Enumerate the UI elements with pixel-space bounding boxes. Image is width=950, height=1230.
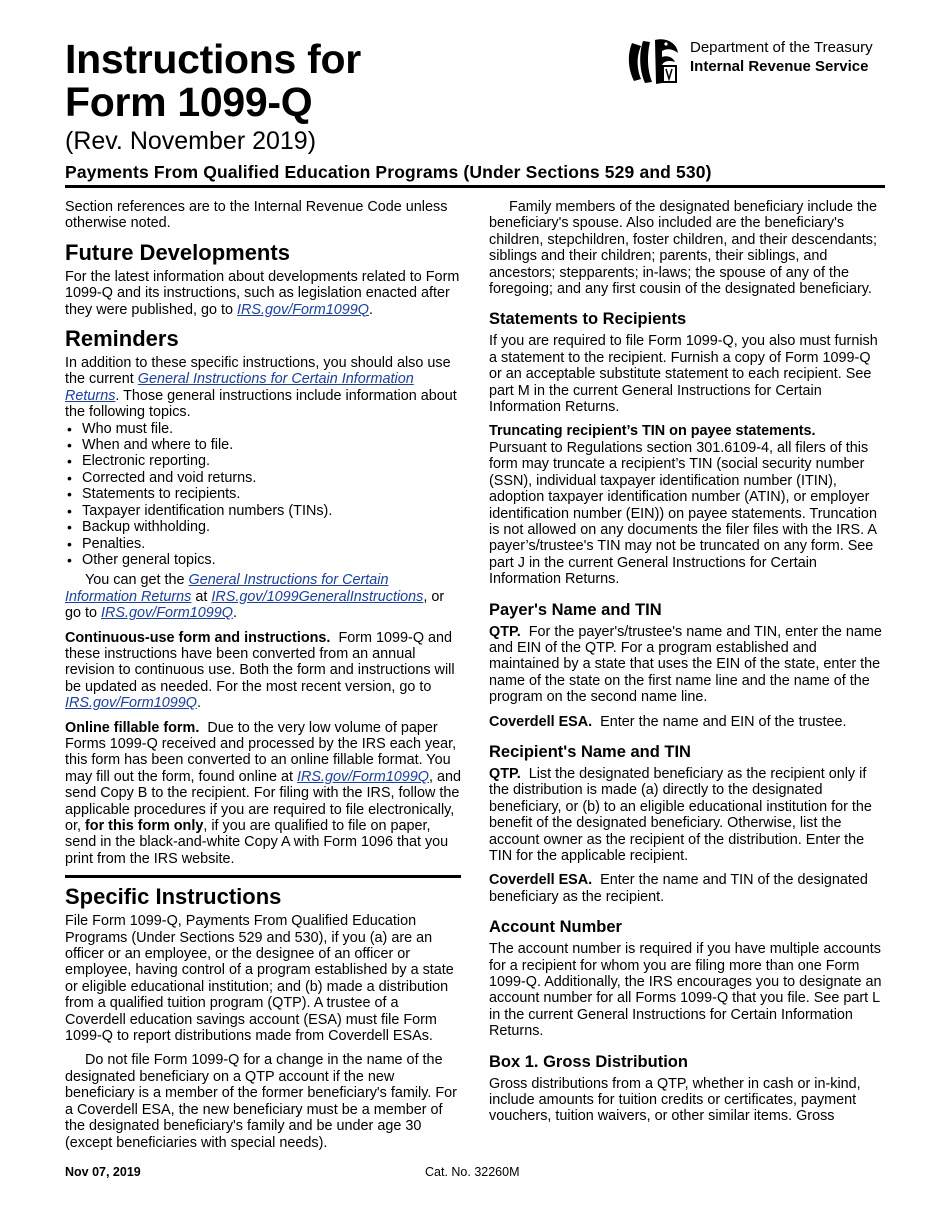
page-title: Instructions for Form 1099-Q bbox=[65, 36, 361, 125]
list-item: • When and where to file. bbox=[65, 437, 461, 453]
link-1099-general-instructions[interactable]: IRS.gov/1099GeneralInstructions bbox=[211, 588, 424, 605]
list-item: • Electronic reporting. bbox=[65, 453, 461, 469]
revision-date: (Rev. November 2019) bbox=[65, 127, 317, 155]
link-general-instructions-2[interactable]: General Instructions for Certain Information Returns bbox=[65, 572, 389, 605]
link-form1099q[interactable]: IRS.gov/Form1099Q bbox=[237, 301, 369, 318]
agency-irs: Internal Revenue Service bbox=[690, 58, 869, 75]
document-page bbox=[65, 0, 885, 1230]
heading-box1: Box 1. Gross Distribution bbox=[489, 1052, 688, 1071]
recipient-esa-paragraph: Coverdell ESA. Enter the name and TIN of the designated beneficiary as the recipient. bbox=[489, 872, 868, 905]
family-members-paragraph: Family members of the designated beneficiary include the beneficiary's spouse. Also included are the beneficiary's children, stepchildren, foster children, and their descendants; siblings and their children; parents, their siblings, and ancestors; stepparents; in-laws; the spouse of any of the foregoing; and any first cousin of the designated beneficiary. bbox=[489, 199, 877, 298]
list-item: • Other general topics. bbox=[65, 552, 461, 568]
list-item: • Taxpayer identification numbers (TINs). bbox=[65, 503, 461, 519]
link-form1099q-3[interactable]: IRS.gov/Form1099Q bbox=[65, 695, 197, 712]
link-form1099q-4[interactable]: IRS.gov/Form1099Q bbox=[296, 768, 429, 785]
footer-date: Nov 07, 2019 bbox=[65, 1165, 141, 1179]
right-column bbox=[489, 199, 885, 1133]
section-divider bbox=[65, 875, 461, 878]
recipient-qtp-paragraph: QTP. List the designated beneficiary as the recipient only if the distribution is made (a) directly to the designated beneficiary, or (b) to an eligible educational institution for the benefit of the designated beneficiary. Otherwise, list the account owner as the recipient of the distribution. Enter the TIN for the applicable recipient. bbox=[489, 765, 872, 864]
box1-paragraph: Gross distributions from a QTP, whether in cash or in-kind, include amounts for tuition credits or certificates, payment vouchers, tuition waivers, or other similar items. Gross bbox=[489, 1075, 861, 1125]
intro-paragraph: Section references are to the Internal Revenue Code unless otherwise noted. bbox=[65, 199, 448, 232]
footer-catalog-number: Cat. No. 32260M bbox=[425, 1165, 520, 1179]
topics-list bbox=[65, 421, 461, 569]
agency-department: Department of the Treasury bbox=[690, 39, 873, 56]
reminders-paragraph: In addition to these specific instructions, you should also use the current General Instructions for Certain Information Returns. Those general instructions include information about the following topics. bbox=[65, 355, 457, 421]
online-fillable-paragraph: Online fillable form. Due to the very low volume of paper Forms 1099-Q received and processed by the IRS each year, this form has been converted to an online fillable format. You may fill out the form, found online at IRS.gov/Form1099Q, and send Copy B to the recipient. For filing with the IRS, follow the applicable procedures if you are required to file electronically, or, for this form only, if you are qualified to file on paper, send in the black-and-white Copy A with Form 1096 that you print from the IRS website. bbox=[65, 719, 461, 867]
heading-specific-instructions: Specific Instructions bbox=[65, 884, 282, 910]
left-column bbox=[65, 199, 461, 1159]
specific-paragraph-2: Do not file Form 1099-Q for a change in the name of the designated beneficiary on a QTP account if the new beneficiary is a member of the former beneficiary's family. For a Coverdell ESA, the new beneficiary must be a member of the designated beneficiary's family and be under age 30 (except beneficiaries with special needs). bbox=[65, 1052, 457, 1151]
list-item: • Corrected and void returns. bbox=[65, 470, 461, 486]
account-paragraph: The account number is required if you have multiple accounts for a recipient for whom you are filing more than one Form 1099-Q. Additionally, the IRS encourages you to designate an account number for all Forms 1099-Q that you file. See part L in the current General Instructions for Certain Information Returns. bbox=[489, 941, 882, 1040]
form-subtitle: Payments From Qualified Education Programs (Under Sections 529 and 530) bbox=[65, 162, 712, 182]
header-divider bbox=[65, 185, 885, 188]
payer-esa-paragraph: Coverdell ESA. Enter the name and EIN of the trustee. bbox=[489, 713, 847, 730]
heading-future-developments: Future Developments bbox=[65, 239, 290, 265]
statements-paragraph: If you are required to file Form 1099-Q, you also must furnish a statement to the recipient. Furnish a copy of Form 1099-Q or an acceptable substitute statement to each recipient. See part M in the current General Instructions for Certain Information Returns. bbox=[489, 333, 878, 416]
get-instructions-paragraph: You can get the General Instructions for Certain Information Returns at IRS.gov/1099GeneralInstructions, or go to IRS.gov/Form1099Q. bbox=[65, 572, 445, 622]
continuous-use-paragraph: Continuous-use form and instructions. Form 1099-Q and these instructions have been converted from an annual revision to continuous use. Both the form and instructions will be updated as needed. For the most recent version, go to IRS.gov/Form1099Q. bbox=[65, 629, 455, 712]
list-item: • Who must file. bbox=[65, 421, 461, 437]
heading-recipient: Recipient's Name and TIN bbox=[489, 742, 691, 761]
heading-account-number: Account Number bbox=[489, 918, 622, 937]
payer-qtp-paragraph: QTP. For the payer's/trustee's name and TIN, enter the name and EIN of the QTP. For a program established and maintained by a state that uses the EIN of the state, enter the name of the state on the first name line and the name of the program on the second name line. bbox=[489, 623, 882, 706]
heading-reminders: Reminders bbox=[65, 326, 179, 352]
heading-statements: Statements to Recipients bbox=[489, 310, 687, 329]
specific-paragraph-1: File Form 1099-Q, Payments From Qualified Education Programs (Under Sections 529 and 530), if you (a) are an officer or an employee, or the designee of an officer or employee, having control of a program established by a state or eligible educational institution; and (b) made a distribution from a qualified tuition program (QTP). A trustee of a Coverdell education savings account (ESA) must file Form 1099-Q to report distributions made from Coverdell ESAs. bbox=[65, 913, 454, 1045]
future-paragraph: For the latest information about developments related to Form 1099-Q and its instructions, such as legislation enacted after they were published, go to IRS.gov/Form1099Q. bbox=[65, 268, 460, 318]
list-item: • Penalties. bbox=[65, 536, 461, 552]
list-item: • Backup withholding. bbox=[65, 519, 461, 535]
link-general-instructions[interactable]: General Instructions for Certain Information Returns bbox=[65, 371, 414, 404]
irs-eagle-logo-icon bbox=[622, 33, 684, 89]
link-form1099q-2[interactable]: IRS.gov/Form1099Q bbox=[101, 605, 233, 622]
truncating-paragraph: Truncating recipient’s TIN on payee statements. Pursuant to Regulations section 301.6109-4, all filers of this form may truncate a recipient’s TIN (social security number (SSN), individual taxpayer identification number (ITIN), adoption taxpayer identification number (ATIN), or employer identification number (EIN)) on payee statements. Truncation is not allowed on any documents the filer files with the IRS. A payer’s/trustee's TIN may not be truncated on any form. See part J in the current General Instructions for Certain Information Returns. bbox=[489, 423, 877, 588]
heading-payer: Payer's Name and TIN bbox=[489, 600, 662, 619]
list-item: • Statements to recipients. bbox=[65, 486, 461, 502]
